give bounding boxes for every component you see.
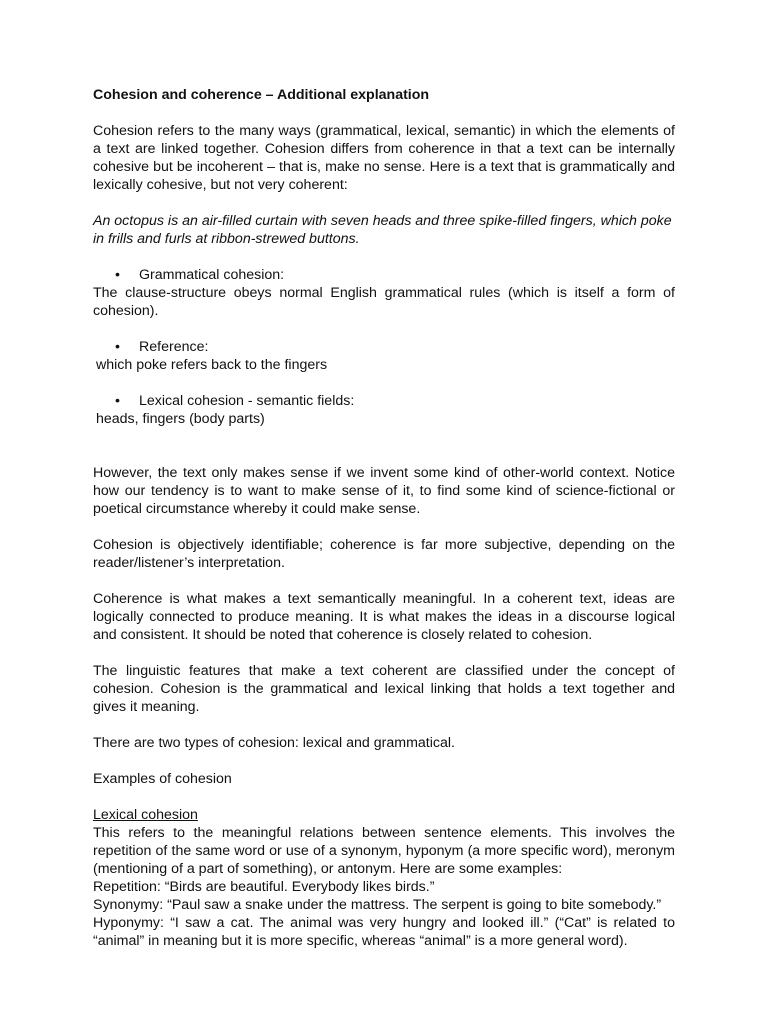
spacer [93,428,675,464]
example-hyponymy: Hyponymy: “I saw a cat. The animal was very hungry and looked ill.” (“Cat” is related to “animal” in meaning but it is more specific, whereas “animal” is a more general word). [93,915,675,949]
paragraph-examples-heading: Examples of cohesion [93,771,232,787]
bullet-detail: The clause-structure obeys normal English grammatical rules (which is itself a form of cohesion). [93,285,675,319]
spacer [93,374,675,392]
paragraph-types: There are two types of cohesion: lexical and grammatical. [93,735,455,751]
bullet-heading: Lexical cohesion - semantic fields: [139,393,355,409]
spacer [93,194,675,212]
bullet-grammatical-cohesion [93,266,675,284]
spacer [93,518,675,536]
bullet-lexical-cohesion [93,392,675,410]
bullet-icon: • [115,393,120,409]
spacer [93,788,675,806]
spacer [93,320,675,338]
spacer [93,248,675,266]
spacer [93,572,675,590]
paragraph-context: However, the text only makes sense if we invent some kind of other-world context. Notice how our tendency is to want to make sense of it, to find some kind of science-fictional or poetical circumstance whereby it could make sense. [93,465,675,517]
paragraph-objectivity: Cohesion is objectively identifiable; coherence is far more subjective, depending on the reader/listener’s interpretation. [93,537,675,571]
spacer [93,104,675,122]
intro-paragraph: Cohesion refers to the many ways (grammatical, lexical, semantic) in which the elements of a text are linked together. Cohesion differs from coherence in that a text can be internally cohesive but be incoherent – that is, make no sense. Here is a text that is grammatically and lexically cohesive, but not very coherent: [93,123,675,193]
document-title: Cohesion and coherence – Additional explanation [93,87,430,103]
example-synonymy: Synonymy: “Paul saw a snake under the mattress. The serpent is going to bite somebody.” [93,897,662,913]
paragraph-coherence: Coherence is what makes a text semantically meaningful. In a coherent text, ideas are logically connected to produce meaning. It is what makes the ideas in a discourse logical and consistent. It should be noted that coherence is closely related to cohesion. [93,591,675,643]
example-sentence: An octopus is an air-filled curtain with seven heads and three spike-filled fingers, which poke in frills and furls at ribbon-strewed buttons. [93,213,672,247]
bullet-icon: • [115,267,120,283]
spacer [93,752,675,770]
bullet-heading: Reference: [139,339,209,355]
lexical-cohesion-heading: Lexical cohesion [93,807,198,823]
bullet-detail: heads, fingers (body parts) [96,411,265,427]
document-page [93,86,675,950]
spacer [93,716,675,734]
paragraph-linguistic-features: The linguistic features that make a text coherent are classified under the concept of cohesion. Cohesion is the grammatical and lexical linking that holds a text together and gives it meaning. [93,663,675,715]
bullet-icon: • [115,339,120,355]
example-repetition: Repetition: “Birds are beautiful. Everybody likes birds.” [93,879,435,895]
bullet-heading: Grammatical cohesion: [139,267,285,283]
spacer [93,644,675,662]
lexical-cohesion-description: This refers to the meaningful relations between sentence elements. This involves the repetition of the same word or use of a synonym, hyponym (a more specific word), meronym (mentioning of a part of something), or antonym. Here are some examples: [93,825,675,877]
bullet-reference [93,338,675,356]
bullet-detail: which poke refers back to the fingers [96,357,328,373]
